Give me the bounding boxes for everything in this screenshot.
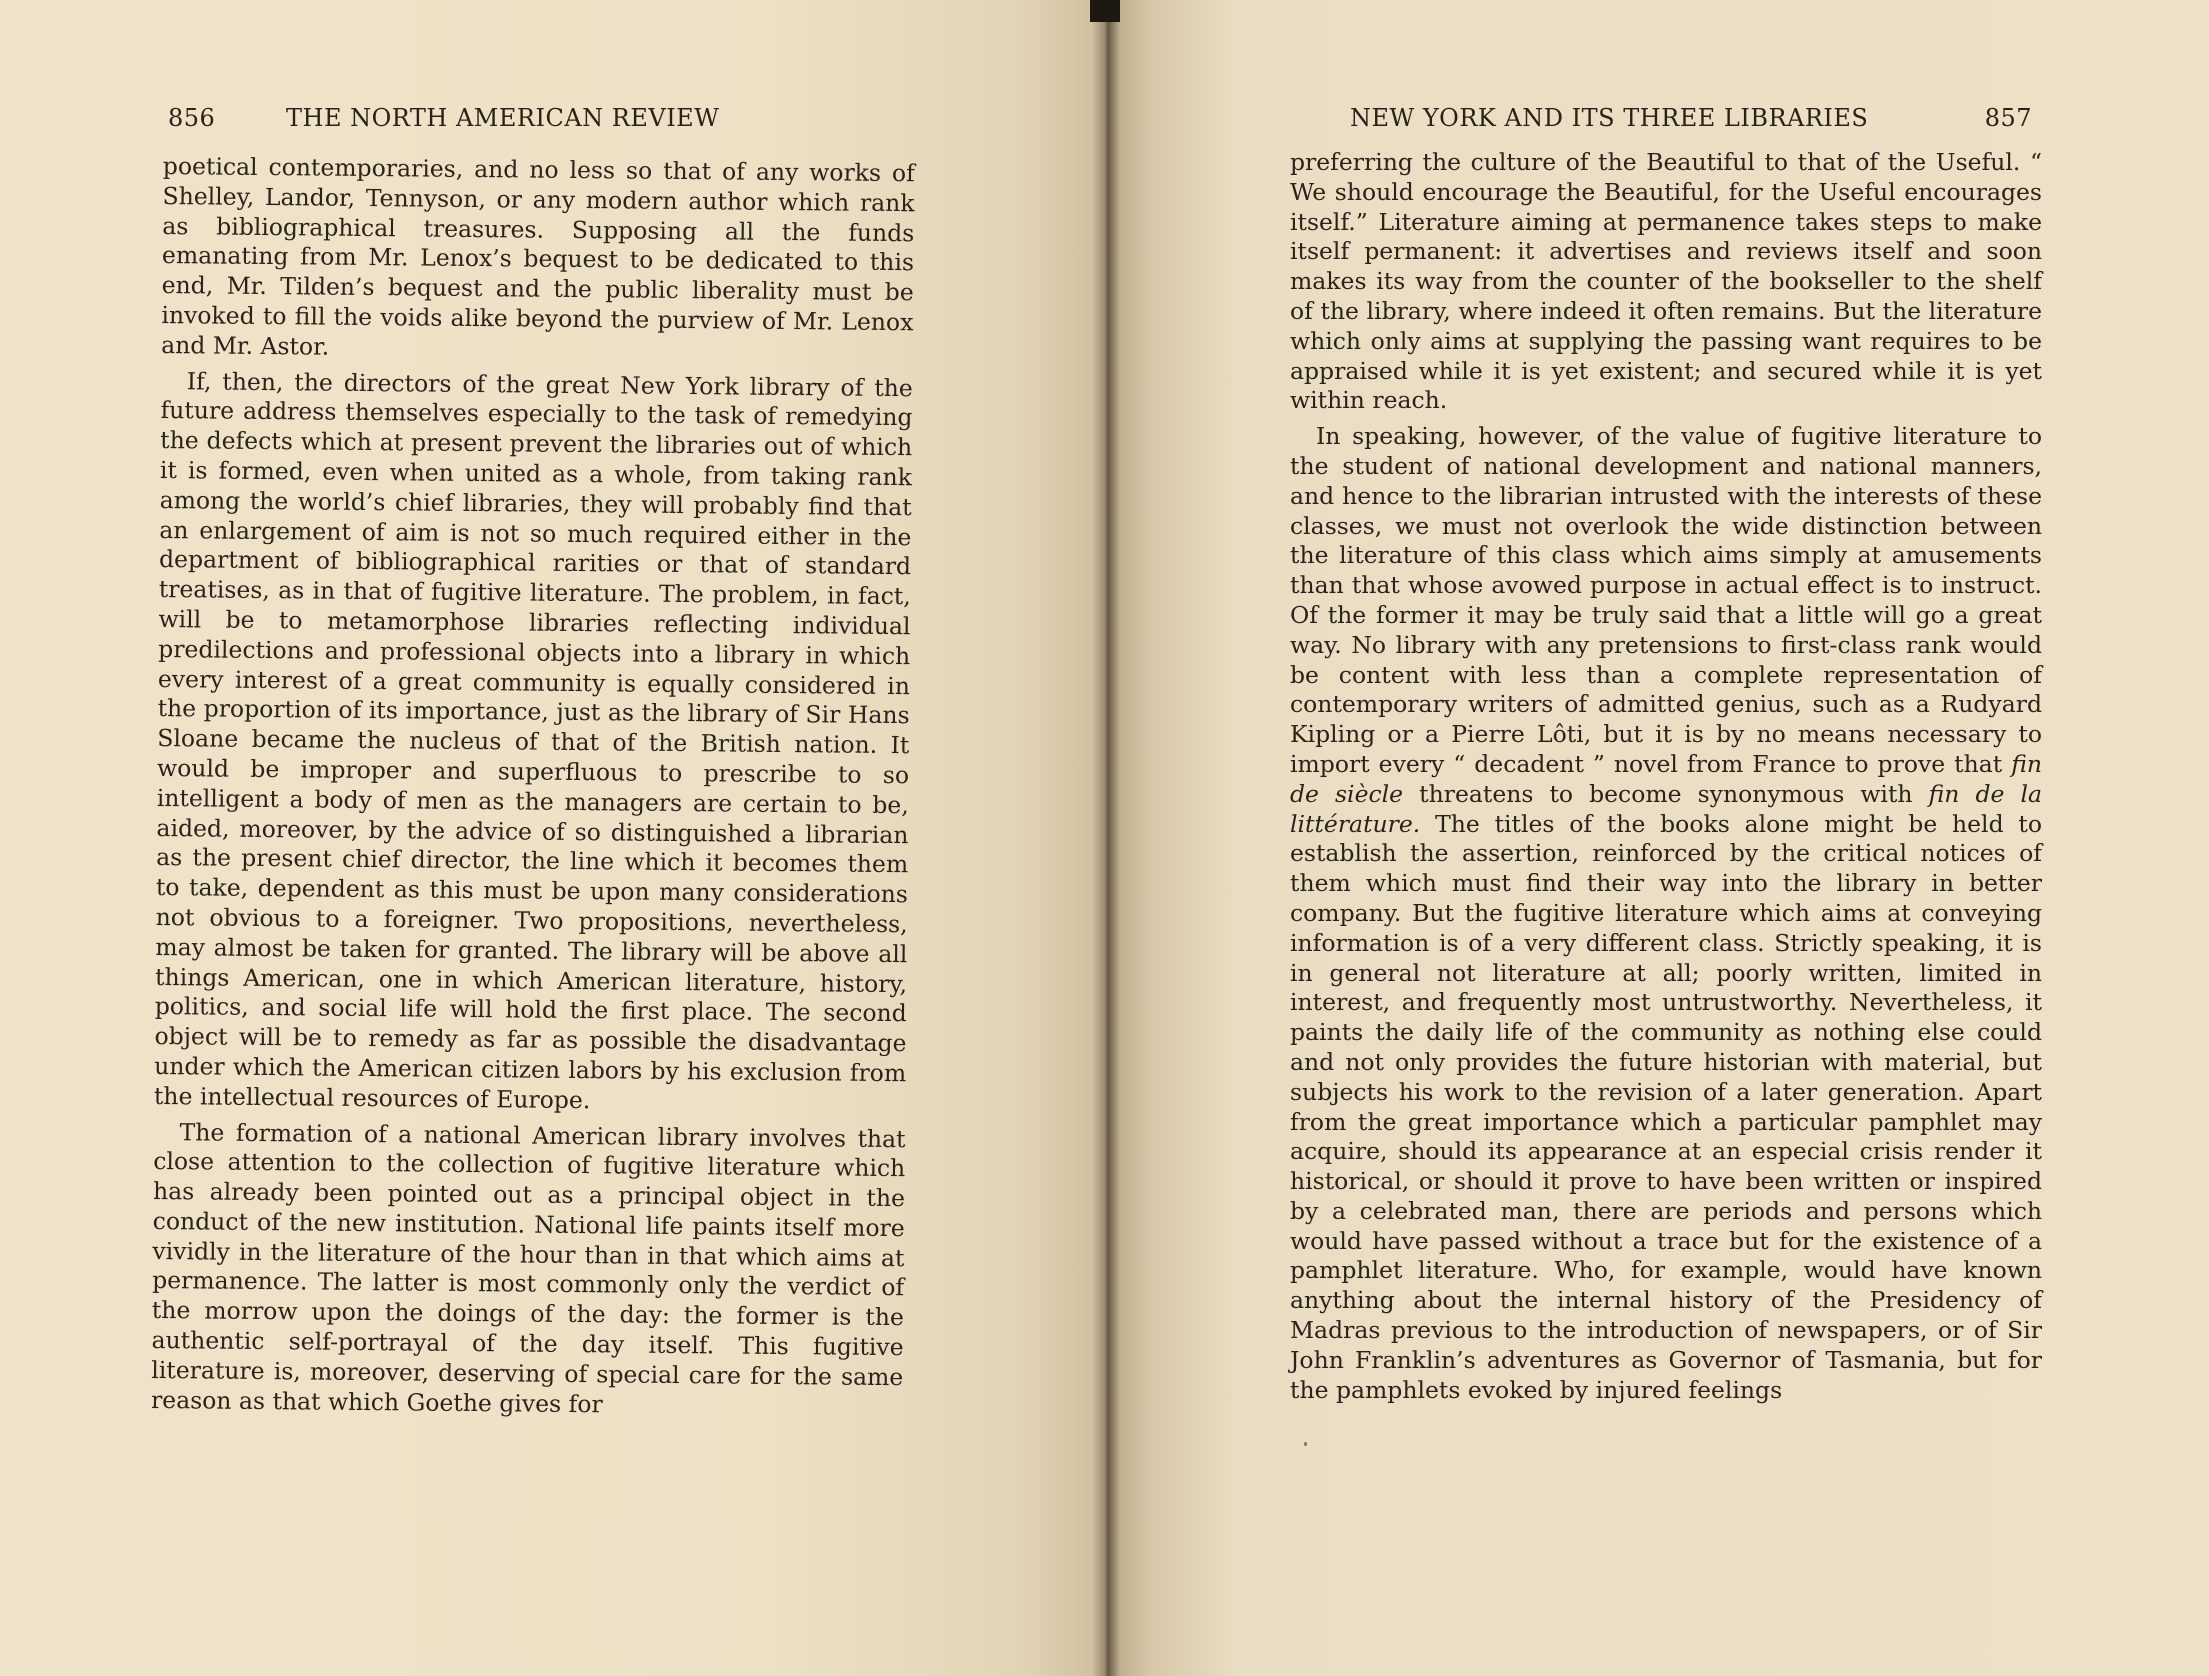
left-paragraph-3: The formation of a national American library involves that close attention to the collection of fugitive literature which has already been pointed out as a principal object in the conduct of the new institution. National life paints itself more vividly in the literature of the hour than in that which aims at permanence. The latter is most commonly only the verdict of the morrow upon the doings of the day: the former is the authentic self-portrayal of the day itself. This fugitive literature is, moreover, deserving of special care for the same reason as that which Goethe gives for	[150, 1117, 906, 1418]
right-page-number: 857	[1984, 104, 2032, 132]
right-paragraph-2	[1290, 422, 2042, 1405]
right-paragraph-1: preferring the culture of the Beautiful to that of the Useful. “ We should encourage the Beautiful, for the Useful encourages itself.” Literature aiming at permanence takes steps to make itself permanent: it advertises and reviews itself and soon makes its way from the counter of the bookseller to the shelf of the library, where indeed it often remains. But the literature which only aims at supplying the passing want requires to be appraised while it is yet existent; and secured while it is yet within reach.	[1290, 148, 2042, 415]
book-gutter	[1092, 0, 1120, 1676]
left-paragraph-1: poetical contemporaries, and no less so that of any works of Shelley, Landor, Tennyson, or any modern author which rank as bibliographical treasures. Supposing all the funds emanating from Mr. Lenox’s bequest to be dedicated to this end, Mr. Tilden’s bequest and the public liberality must be invoked to fill the voids alike beyond the purview of Mr. Lenox and Mr. Astor.	[161, 152, 915, 361]
right-running-title: NEW YORK AND ITS THREE LIBRARIES	[1350, 104, 1869, 132]
spine-shadow	[1090, 0, 1120, 22]
left-running-title: THE NORTH AMERICAN REVIEW	[286, 104, 720, 132]
right-paragraph-2-part-c: The titles of the books alone might be held to establish the assertion, reinforced by the critical notices of them which must find their way into the library in better company. But the fugitive literature which aims at conveying information is of a very different class. Strictly speaking, it is in general not literature at all; poorly written, limited in interest, and frequently most untrustworthy. Nevertheless, it paints the daily life of the community as nothing else could and not only provides the future historian with material, but subjects his work to the revision of a later generation. Apart from the great importance which a particular pamphlet may acquire, should its appearance at an especial crisis render it historical, or should it prove to have been written or inspired by a celebrated man, there are periods and persons which would have passed without a trace but for the existence of a pamphlet literature. Who, for example, would have known anything about the internal history of the Presidency of Madras previous to the introduction of newspapers, or of Sir John Franklin’s adventures as Governor of Tasmania, but for the pamphlets evoked by injured feelings	[1290, 809, 2042, 1404]
italic-fin-de-siecle: fin de siècle	[1290, 749, 2042, 808]
left-page-body	[151, 152, 915, 1423]
left-page-number: 856	[168, 104, 216, 132]
right-running-head	[1350, 104, 2032, 144]
italic-fin-de-la-litterature: fin de la littérature.	[1290, 779, 2042, 838]
paper-speck	[1304, 1442, 1307, 1446]
right-page-body	[1290, 148, 2042, 1405]
left-running-head	[168, 104, 823, 144]
right-paragraph-2-part-a: In speaking, however, of the value of fugitive literature to the student of national development and national manners, and hence to the librarian intrusted with the interests of these classes, we must not overlook the wide distinction between the literature of this class which aims simply at amusements than that whose avowed purpose in actual effect is to instruct. Of the former it may be truly said that a little will go a great way. No library with any pretensions to first-class rank would be content with less than a complete representation of contemporary writers of admitted genius, such as a Rudyard Kipling or a Pierre Lôti, but it is by no means necessary to import every “ decadent ” novel from France to prove that	[1290, 422, 2042, 778]
left-paragraph-2: If, then, the directors of the great New York library of the future address themselves especially to the task of remedying the defects which at present prevent the libraries out of which it is formed, even when united as a whole, from taking rank among the world’s chief libraries, they will probably find that an enlargement of aim is not so much required either in the department of bibliographical rarities or that of standard treatises, as in that of fugitive literature. The problem, in fact, will be to metamorphose libraries reflecting individual predilections and professional objects into a library in which every interest of a great community is equally considered in the proportion of its importance, just as the library of Sir Hans Sloane became the nucleus of that of the British nation. It would be improper and superfluous to prescribe to so intelligent a body of men as the managers are certain to be, aided, moreover, by the advice of so distinguished a librarian as the present chief director, the line which it becomes them to take, dependent as this must be upon many considerations not obvious to a foreigner. Two propositions, nevertheless, may almost be taken for granted. The library will be above all things American, one in which American literature, history, politics, and social life will hold the first place. The second object will be to remedy as far as possible the disadvantage under which the American citizen labors by his exclusion from the intellectual resources of Europe.	[153, 366, 913, 1114]
right-paragraph-2-part-b: threatens to become synonymous with	[1419, 779, 1913, 808]
